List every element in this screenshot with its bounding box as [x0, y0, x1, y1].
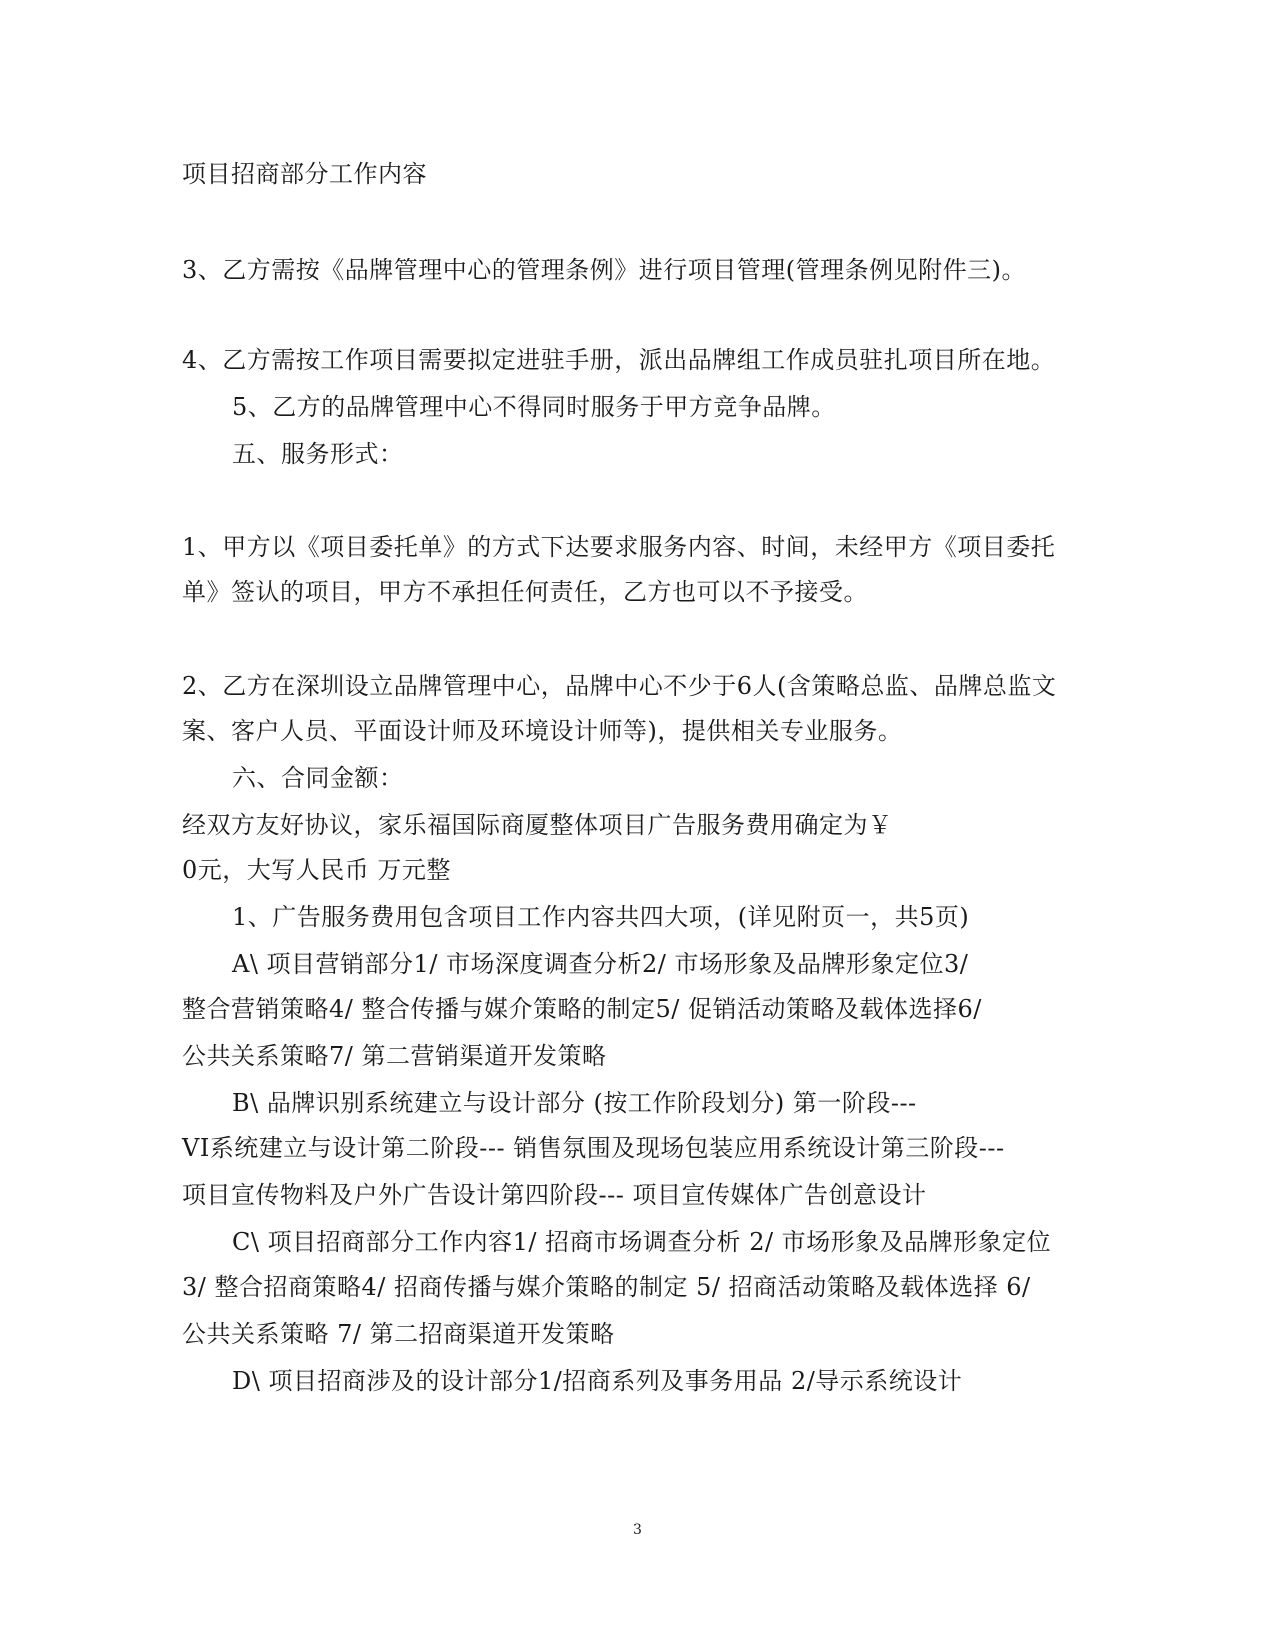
item-c-line-3: 公共关系策略 7/ 第二招商渠道开发策略 — [182, 1320, 615, 1348]
item-b-line-3: 项目宣传物料及户外广告设计第四阶段--- 项目宣传媒体广告创意设计 — [182, 1181, 927, 1209]
service-clause-2-line-1: 2、乙方在深圳设立品牌管理中心，品牌中心不少于6人(含策略总监、品牌总监文 — [182, 672, 1057, 700]
section-heading-contract-amount: 六、合同金额： — [232, 764, 404, 792]
amount-line-2: 0元，大写人民币 万元整 — [182, 856, 451, 884]
fee-scope-line: 1、广告服务费用包含项目工作内容共四大项，(详见附页一，共5页) — [232, 903, 970, 931]
clause-3: 3、乙方需按《品牌管理中心的管理条例》进行项目管理(管理条例见附件三)。 — [182, 256, 1026, 284]
item-a-line-3: 公共关系策略7/ 第二营销渠道开发策略 — [182, 1042, 607, 1070]
service-clause-2-line-2: 案、客户人员、平面设计师及环境设计师等)，提供相关专业服务。 — [182, 717, 903, 745]
item-a-line-1: A\ 项目营销部分1/ 市场深度调查分析2/ 市场形象及品牌形象定位3/ — [232, 950, 969, 978]
service-clause-1-line-1: 1、甲方以《项目委托单》的方式下达要求服务内容、时间，未经甲方《项目委托 — [182, 533, 1056, 561]
item-b-line-2: VI系统建立与设计第二阶段--- 销售氛围及现场包装应用系统设计第三阶段--- — [182, 1134, 1005, 1162]
item-a-line-2: 整合营销策略4/ 整合传播与媒介策略的制定5/ 促销活动策略及载体选择6/ — [182, 995, 982, 1023]
item-b-line-1: B\ 品牌识别系统建立与设计部分 (按工作阶段划分) 第一阶段--- — [232, 1089, 917, 1117]
section-heading-leasing-work: 项目招商部分工作内容 — [182, 160, 427, 188]
page-number: 3 — [633, 1522, 642, 1538]
item-c-line-1: C\ 项目招商部分工作内容1/ 招商市场调查分析 2/ 市场形象及品牌形象定位 — [232, 1228, 1052, 1256]
clause-5: 5、乙方的品牌管理中心不得同时服务于甲方竞争品牌。 — [232, 393, 836, 421]
amount-line-1: 经双方友好协议，家乐福国际商厦整体项目广告服务费用确定为￥ — [182, 811, 893, 839]
clause-4: 4、乙方需按工作项目需要拟定进驻手册，派出品牌组工作成员驻扎项目所在地。 — [182, 346, 1056, 374]
item-d-line-1: D\ 项目招商涉及的设计部分1/招商系列及事务用品 2/导示系统设计 — [232, 1367, 963, 1395]
section-heading-service-form: 五、服务形式： — [232, 440, 404, 468]
item-c-line-2: 3/ 整合招商策略4/ 招商传播与媒介策略的制定 5/ 招商活动策略及载体选择 6/ — [182, 1273, 1031, 1301]
service-clause-1-line-2: 单》签认的项目，甲方不承担任何责任，乙方也可以不予接受。 — [182, 578, 868, 606]
